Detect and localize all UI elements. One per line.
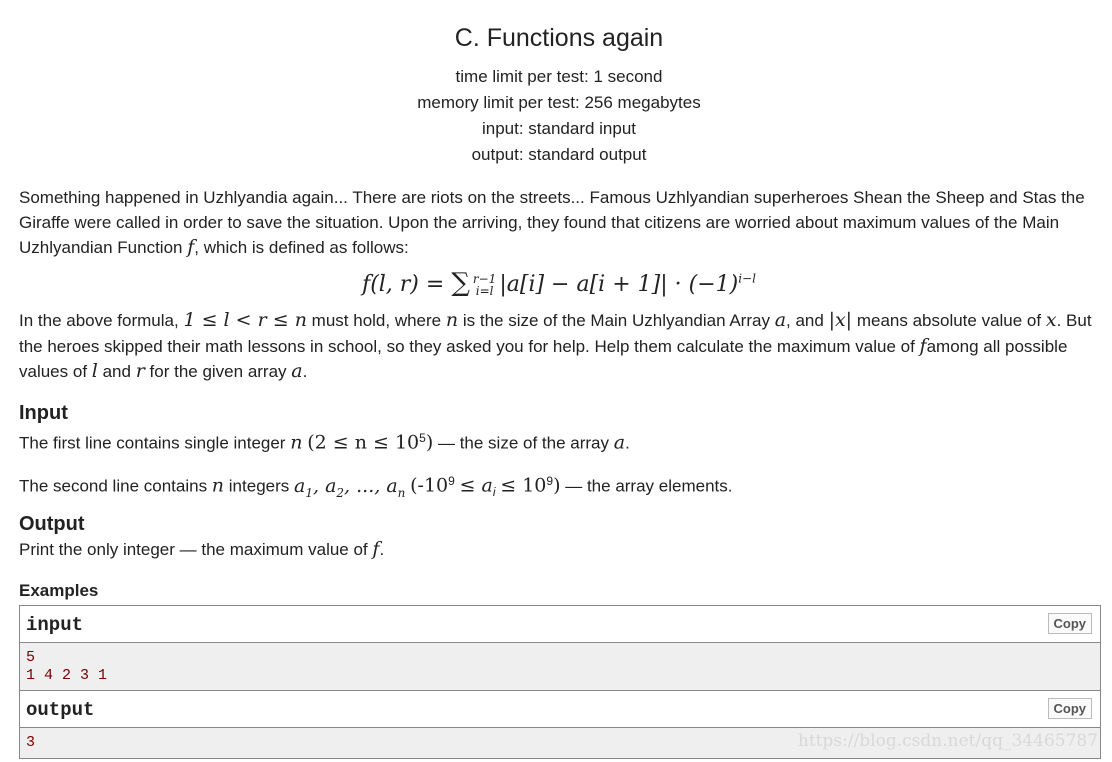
output-section-title: Output [19, 513, 85, 535]
math-condition: 1 ≤ l < r ≤ n [183, 309, 307, 331]
stmt-text: , and [786, 311, 824, 330]
math-f: f [372, 538, 380, 560]
stmt-text: for the given array [149, 362, 287, 381]
example-output-label: output [26, 699, 95, 721]
example-input-box [19, 605, 1101, 692]
input-text: . [625, 433, 630, 453]
math-sub: 1 [305, 485, 313, 500]
formula-lhs: f(l, r) = [362, 272, 452, 297]
output-line-1 [19, 537, 1094, 563]
time-limit: time limit per test: 1 second [455, 67, 663, 86]
math-range: ≤ a [459, 474, 493, 497]
input-text: The second line contains [19, 476, 208, 496]
example-input-line: 1 4 2 3 1 [26, 667, 108, 684]
formula-sum-bottom: i=l [475, 284, 494, 298]
output-spec: output: standard output [471, 145, 647, 164]
memory-limit: memory limit per test: 256 megabytes [417, 93, 701, 112]
stmt-text: In the above formula, [19, 311, 179, 330]
copy-output-button[interactable]: Copy [1048, 698, 1093, 719]
formula [0, 268, 1112, 298]
math-n: n [445, 309, 459, 331]
copy-input-button[interactable]: Copy [1048, 613, 1093, 634]
output-text: . [379, 540, 385, 559]
math-n-range: (2 ≤ n ≤ 10 [307, 431, 420, 454]
input-text: integers [228, 476, 290, 496]
watermark: https://blog.csdn.net/qq_34465787 [797, 731, 1098, 751]
stmt-text: means absolute value of [856, 311, 1042, 330]
example-input-header [20, 606, 1100, 643]
problem-header [0, 22, 1112, 168]
math-a: a [291, 360, 303, 382]
math-paren: ) [553, 474, 561, 497]
stmt-text: among all possible values of [19, 336, 1068, 381]
math-a: a [325, 474, 337, 497]
formula-body: |a[i] − a[i + 1]| · (−1) [499, 272, 739, 297]
math-paren: ) [425, 431, 434, 454]
input-spec: input: standard input [481, 119, 637, 138]
math-sub: i [492, 485, 496, 500]
math-f: f [187, 236, 195, 258]
examples-title: Examples [19, 581, 99, 600]
output-text: Print the only integer — the maximum value of [19, 540, 368, 559]
math-l: l [91, 360, 98, 382]
math-exponent: 9 [546, 474, 554, 488]
formula-sum-top: r−1 [472, 272, 497, 286]
math-range: ≤ 10 [500, 474, 547, 497]
statement-paragraph [19, 308, 1094, 385]
legend-text-end: , which is defined as follows: [194, 238, 409, 257]
example-input-content [20, 643, 1100, 691]
input-text: The first line contains single integer [19, 433, 286, 453]
math-range: (-10 [410, 474, 449, 497]
example-output-header [20, 691, 1100, 728]
math-exponent: 9 [448, 474, 455, 488]
formula-sum: ∑ [451, 268, 470, 298]
math-sequence: $a_1$, $a_2$, ..., $a_n$ [294, 474, 406, 500]
math-a: a [386, 474, 398, 497]
stmt-text: is the size of the Main Uzhlyandian Array [462, 311, 770, 330]
example-input-line: 5 [26, 649, 36, 666]
math-a: a [294, 474, 306, 497]
stmt-text: . But the heroes skipped their math lessons in school, so they asked you for help. Help them calculate the maximum value of [19, 311, 1092, 356]
problem-title: C. Functions again [454, 24, 664, 52]
math-sub: n [397, 485, 406, 500]
math-exponent: 5 [419, 431, 426, 445]
math-n: n [290, 431, 303, 454]
stmt-text: . [302, 362, 308, 381]
input-section-title: Input [19, 402, 68, 424]
math-sub: 2 [336, 485, 345, 500]
example-input-label: input [26, 614, 84, 636]
stmt-text: and [102, 362, 131, 381]
math-f: f [919, 334, 927, 357]
legend-text: Something happened in Uzhlyandia again... There are riots on the streets... Famous Uzhlyandian superheroes Shean the Sheep and Stas the Giraffe were called in order to save the situation. Upon the arriving, they found that citizens are worried about maximum values of the Main Uzhlyandian Function [19, 188, 1085, 257]
math-n: n [211, 474, 225, 497]
input-line-1 [19, 426, 1094, 456]
input-text: — the size of the array [437, 433, 609, 453]
input-line-2 [19, 469, 1094, 505]
math-abs-x: |x| [828, 309, 853, 331]
math-r: r [135, 360, 145, 382]
formula-exponent: i−l [738, 271, 756, 286]
math-x: x [1045, 309, 1057, 331]
math-a: a [774, 309, 787, 331]
stmt-text: must hold, where [311, 311, 442, 330]
example-output-line: 3 [26, 734, 36, 751]
legend-paragraph [19, 186, 1094, 261]
input-text: — the array elements. [565, 476, 733, 496]
formula-sum-limits [473, 273, 496, 297]
math-a: a [613, 431, 626, 454]
